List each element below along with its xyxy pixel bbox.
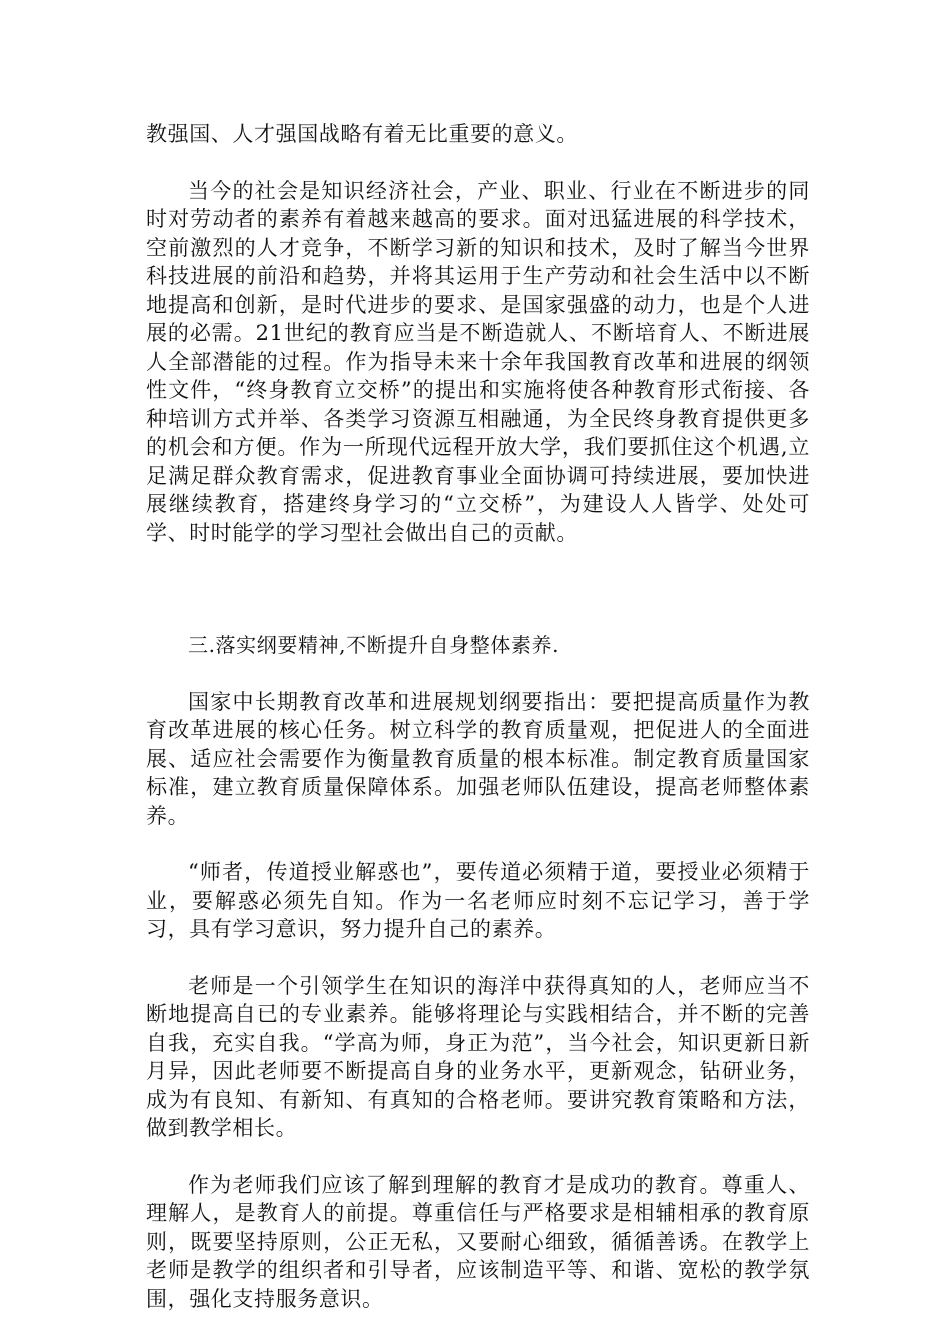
- paragraph-professional-growth: 老师是一个引领学生在知识的海洋中获得真知的人，老师应当不断地提高自已的专业素养。能够将理论与实践相结合，并不断的完善自我，充实自我。“学高为师，身正为范”，当今社会，知识更新日新月异，因此老师要不断提高自身的业务水平，更新观念，钻研业务，成为有良知、有新知、有真知的合格老师。要讲究教育策略和方法，做到教学相长。: [146, 973, 810, 1140]
- document-page: [146, 120, 810, 1341]
- paragraph-teacher-role: “师者，传道授业解惑也”，要传道必须精于道，要授业必须精于业，要解惑必须先自知。作为一名老师应时刻不忘记学习，善于学习，具有学习意识，努力提升自己的素养。: [146, 860, 810, 941]
- section-heading: 三.落实纲要精神,不断提升自身整体素养.: [188, 633, 560, 657]
- paragraph-understanding: 作为老师我们应该了解到理解的教育才是成功的教育。尊重人、理解人，是教育人的前提。尊重信任与严格要求是相辅相承的教育原则，既要坚持原则，公正无私，又要耐心细致，循循善诱。在教学上老师是教学的组织者和引导者，应该制造平等、和谐、宽松的教学氛围，强化支持服务意识。: [146, 1172, 810, 1311]
- paragraph-knowledge-economy: 当今的社会是知识经济社会，产业、职业、行业在不断进步的同时对劳动者的素养有着越来越高的要求。面对迅猛进展的科学技术，空前激烈的人才竞争，不断学习新的知识和技术，及时了解当今世界科技进展的前沿和趋势，并将其运用于生产劳动和社会生活中以不断地提高和创新，是时代进步的要求、是国家强盛的动力，也是个人进展的必需。21世纪的教育应当是不断造就人、不断培育人、不断进展人全部潜能的过程。作为指导未来十余年我国教育改革和进展的纲领性文件，“终身教育立交桥”的提出和实施将使各种教育形式衔接、各种培训方式并举、各类学习资源互相融通，为全民终身教育提供更多的机会和方便。作为一所现代远程开放大学，我们要抓住这个机遇,立足满足群众教育需求，促进教育事业全面协调可持续进展，要加快进展继续教育，搭建终身学习的“立交桥”，为建设人人皆学、处处可学、时时能学的学习型社会做出自己的贡献。: [146, 178, 810, 545]
- paragraph-quality: 国家中长期教育改革和进展规划纲要指出：要把提高质量作为教育改革进展的核心任务。树立科学的教育质量观，把促进人的全面进展、适应社会需要作为衡量教育质量的根本标准。制定教育质量国家标准，建立教育质量保障体系。加强老师队伍建设，提高老师整体素养。: [146, 689, 810, 828]
- paragraph-continuation: 教强国、人才强国战略有着无比重要的意义。: [146, 122, 578, 146]
